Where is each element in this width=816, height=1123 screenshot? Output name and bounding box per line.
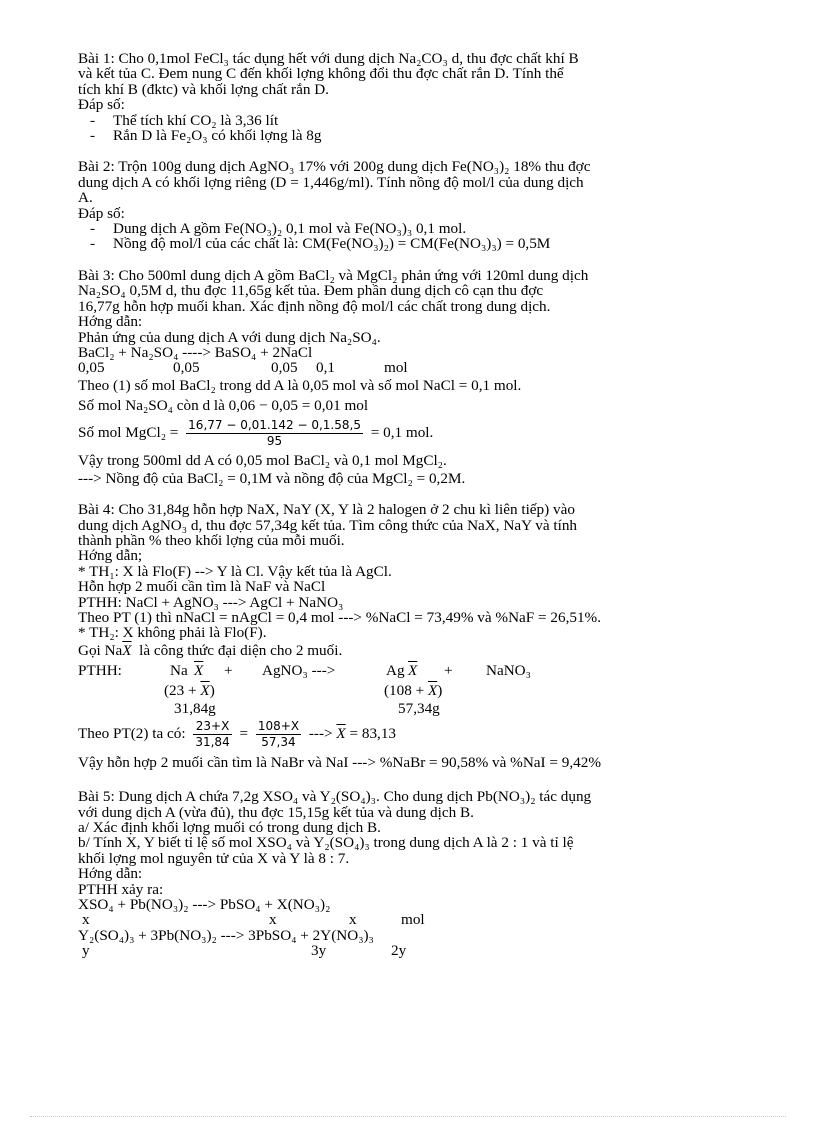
exercise-3 bbox=[78, 268, 738, 486]
exercise-4-conclusion: Vậy hỗn hợp 2 muối cần tìm là NaBr và NaI ---> %NaBr = 90,58% và %NaI = 9,42% bbox=[78, 754, 601, 772]
fraction-numerator: 108+X bbox=[257, 719, 300, 734]
exercise-4-proportion bbox=[78, 719, 738, 750]
formula-label: Số mol MgCl₂ = bbox=[78, 423, 179, 441]
text: Theo PT(2) ta có: bbox=[78, 725, 186, 743]
fraction-denominator: 31,84 bbox=[195, 735, 230, 750]
bullet-dash: - bbox=[90, 220, 96, 238]
mol-value: 0,05 bbox=[78, 359, 105, 377]
formula-part: (23 + bbox=[164, 681, 197, 699]
mol-unit: mol bbox=[384, 359, 408, 377]
document-body bbox=[78, 51, 738, 975]
fraction-denominator: 95 bbox=[266, 433, 283, 448]
x-bar-symbol: $\overline{X}$ bbox=[408, 661, 418, 679]
exercise-5-line-5: khối lợng mol nguyên tử của X và Y là 8 : 7. bbox=[78, 849, 350, 867]
exercise-5-line-3: a/ Xác định khối lợng muối có trong dung dịch B. bbox=[78, 819, 381, 836]
formula-part: NaNO₃ bbox=[486, 661, 531, 679]
exercise-3-mol-row bbox=[78, 360, 738, 375]
formula-part: ) bbox=[437, 681, 443, 699]
plus-sign: + bbox=[224, 661, 233, 679]
fraction-denominator: 57,34 bbox=[261, 735, 296, 750]
exercise-2-line-2: dung dịch A có khối lợng riêng (D = 1,446g/ml). Tính nồng độ mol/l của dung dịch bbox=[78, 173, 584, 191]
formula-part: ) bbox=[209, 681, 215, 699]
answer-text: Nồng độ mol/l của các chất là: CM(Fe(NO₃)₂) = CM(Fe(NO₃)₃) = 0,5M bbox=[113, 235, 551, 253]
mol-value: y bbox=[82, 942, 90, 960]
exercise-1-answer-1 bbox=[78, 113, 738, 128]
exercise-5-guide-1: PTHH xảy ra: bbox=[78, 880, 164, 898]
plus-sign: + bbox=[444, 661, 453, 679]
exercise-5 bbox=[78, 789, 738, 958]
pthh-label: PTHH: bbox=[78, 661, 122, 679]
exercise-5-mol-row-1 bbox=[78, 912, 738, 927]
exercise-4-guide-6 bbox=[78, 641, 738, 661]
exercise-2-answer-heading: Đáp số: bbox=[78, 204, 125, 222]
formula-result: = 0,1 mol. bbox=[370, 423, 434, 441]
fraction bbox=[193, 719, 231, 750]
mol-unit: mol bbox=[401, 911, 425, 929]
exercise-5-line-4: b/ Tính X, Y biết tỉ lệ số mol XSO₄ và Y₂(SO₄)₃ trong dung dịch A là 2 : 1 và tỉ lệ bbox=[78, 834, 574, 852]
exercise-2-line-3: A. bbox=[78, 189, 93, 207]
exercise-5-equation-1: XSO₄ + Pb(NO₃)₂ ---> PbSO₄ + X(NO₃)₂ bbox=[78, 896, 331, 914]
exercise-4-given-row bbox=[78, 701, 738, 716]
fraction-numerator: 16,77 − 0,01.142 − 0,1.58,5 bbox=[188, 417, 361, 432]
x-bar-symbol: $\overline{X}$ bbox=[122, 641, 132, 659]
exercise-1-answer-2 bbox=[78, 128, 738, 143]
exercise-1-line-3: tích khí B (đktc) và khối lợng chất rắn D. bbox=[78, 80, 329, 98]
exercise-2-answer-1 bbox=[78, 221, 738, 236]
exercise-4-guide-2: Hỗn hợp 2 muối cần tìm là NaF và NaCl bbox=[78, 578, 326, 596]
exercise-4-guide-5: * TH₂: X không phải là Flo(F). bbox=[78, 624, 267, 642]
exercise-4-guide-heading: Hớng dẫn; bbox=[78, 547, 143, 565]
x-bar-symbol: $\overline{X}$ bbox=[428, 681, 438, 699]
bullet-dash: - bbox=[90, 111, 96, 129]
exercise-3-guide-1: Phản ứng của dung dịch A với dung dịch Na₂SO₄. bbox=[78, 328, 381, 346]
exercise-3-guide-heading: Hớng dẫn: bbox=[78, 313, 143, 331]
exercise-4-line-1: Bài 4: Cho 31,84g hỗn hợp NaX, NaY (X, Y là 2 halogen ở 2 chu kì liên tiếp) vào bbox=[78, 501, 575, 519]
exercise-3-mgcl2-formula bbox=[78, 418, 738, 449]
exercise-5-guide-heading: Hớng dẫn: bbox=[78, 865, 143, 883]
mol-value: 0,05 bbox=[271, 359, 298, 377]
equals-sign: = bbox=[239, 725, 249, 743]
exercise-4-mass-row bbox=[78, 681, 738, 701]
mol-value: 0,05 bbox=[173, 359, 200, 377]
mol-value: x bbox=[269, 911, 277, 929]
exercise-1 bbox=[78, 51, 738, 143]
exercise-3-guide-7: Vậy trong 500ml dd A có 0,05 mol BaCl₂ và 0,1 mol MgCl₂. bbox=[78, 451, 447, 469]
answer-text: Dung dịch A gồm Fe(NO₃)₂ 0,1 mol và Fe(NO₃)₃ 0,1 mol. bbox=[113, 220, 467, 238]
x-bar-symbol: $\overline{X}$ bbox=[200, 681, 210, 699]
mol-value: 3y bbox=[311, 942, 327, 960]
exercise-4-line-3: thành phần % theo khối lợng của mỗi muối. bbox=[78, 531, 345, 549]
exercise-3-guide-5: Số mol Na₂SO₄ còn d là 0,06 − 0,05 = 0,01 mol bbox=[78, 396, 369, 414]
exercise-4-guide-1: * TH₁: X là Flo(F) --> Y là Cl. Vậy kết tủa là AgCl. bbox=[78, 562, 392, 580]
bullet-dash: - bbox=[90, 127, 96, 145]
exercise-1-line-1: Bài 1: Cho 0,1mol FeCl₃ tác dụng hết với dung dịch Na₂CO₃ d, thu đợc chất khí B bbox=[78, 50, 579, 67]
exercise-4-line-2: dung dịch AgNO₃ d, thu đợc 57,34g kết tủa. Tìm công thức của NaX, NaY và tính bbox=[78, 516, 578, 534]
exercise-4-guide-3: PTHH: NaCl + AgNO₃ ---> AgCl + NaNO₃ bbox=[78, 593, 344, 611]
mol-value: 0,1 bbox=[316, 359, 335, 377]
exercise-4-reaction-row bbox=[78, 661, 738, 681]
answer-text: Rắn D là Fe₂O₃ có khối lợng là 8g bbox=[113, 127, 322, 145]
exercise-1-answer-heading: Đáp số: bbox=[78, 96, 125, 114]
fraction bbox=[186, 418, 363, 449]
exercise-5-mol-row-2 bbox=[78, 943, 738, 958]
exercise-3-guide-8: ---> Nồng độ của BaCl₂ = 0,1M và nồng độ của MgCl₂ = 0,2M. bbox=[78, 469, 466, 487]
exercise-2-line-1: Bài 2: Trộn 100g dung dịch AgNO₃ 17% với 200g dung dịch Fe(NO₃)₂ 18% thu đợc bbox=[78, 158, 591, 176]
mol-value: 2y bbox=[391, 942, 407, 960]
exercise-3-line-3: 16,77g hỗn hợp muối khan. Xác định nồng độ mol/l các chất trong dung dịch. bbox=[78, 297, 551, 315]
bullet-dash: - bbox=[90, 235, 96, 253]
text: Gọi Na bbox=[78, 641, 123, 659]
formula-part: Ag bbox=[386, 661, 405, 679]
text: là công thức đại diện cho 2 muối. bbox=[139, 641, 343, 659]
exercise-3-line-2: Na₂SO₄ 0,5M d, thu đợc 11,65g kết tủa. Đem phần dung dịch cô cạn thu đợc bbox=[78, 282, 544, 300]
exercise-1-line-2: và kết tủa C. Đem nung C đến khối lợng không đổi thu đợc chất rắn D. Tính thể bbox=[78, 65, 564, 83]
formula-part: AgNO₃ ---> bbox=[262, 661, 336, 679]
mol-value: x bbox=[349, 911, 357, 929]
exercise-5-equation-2: Y₂(SO₄)₃ + 3Pb(NO₃)₂ ---> 3PbSO₄ + 2Y(NO₃)₃ bbox=[78, 926, 374, 944]
given-mass: 31,84g bbox=[174, 699, 216, 717]
arrow: ---> bbox=[308, 725, 333, 743]
exercise-3-line-1: Bài 3: Cho 500ml dung dịch A gồm BaCl₂ và MgCl₂ phản ứng với 120ml dung dịch bbox=[78, 266, 589, 284]
result: = 83,13 bbox=[349, 725, 397, 743]
exercise-5-line-2: với dung dịch A (vừa đủ), thu đợc 15,15g kết tủa và dung dịch B. bbox=[78, 803, 474, 821]
fraction bbox=[256, 719, 301, 750]
page-bottom-border bbox=[30, 1116, 786, 1117]
exercise-5-line-1: Bài 5: Dung dịch A chứa 7,2g XSO₄ và Y₂(SO₄)₃. Cho dung dịch Pb(NO₃)₂ tác dụng bbox=[78, 788, 592, 806]
exercise-4 bbox=[78, 502, 738, 773]
exercise-2 bbox=[78, 159, 738, 251]
x-bar-symbol: $\overline{X}$ bbox=[336, 725, 346, 743]
mol-value: x bbox=[82, 911, 90, 929]
formula-part: Na bbox=[170, 661, 188, 679]
exercise-4-guide-4: Theo PT (1) thì nNaCl = nAgCl = 0,4 mol ---> %NaCl = 73,49% và %NaF = 26,51%. bbox=[78, 608, 602, 626]
exercise-3-guide-4: Theo (1) số mol BaCl₂ trong dd A là 0,05 mol và số mol NaCl = 0,1 mol. bbox=[78, 376, 522, 394]
x-bar-symbol: $\overline{X}$ bbox=[194, 661, 204, 679]
given-mass: 57,34g bbox=[398, 699, 440, 717]
formula-part: (108 + bbox=[384, 681, 425, 699]
answer-text: Thể tích khí CO₂ là 3,36 lít bbox=[113, 111, 279, 129]
fraction-numerator: 23+X bbox=[193, 719, 231, 735]
exercise-2-answer-2 bbox=[78, 236, 738, 251]
exercise-3-equation: BaCl₂ + Na₂SO₄ ----> BaSO₄ + 2NaCl bbox=[78, 343, 313, 361]
